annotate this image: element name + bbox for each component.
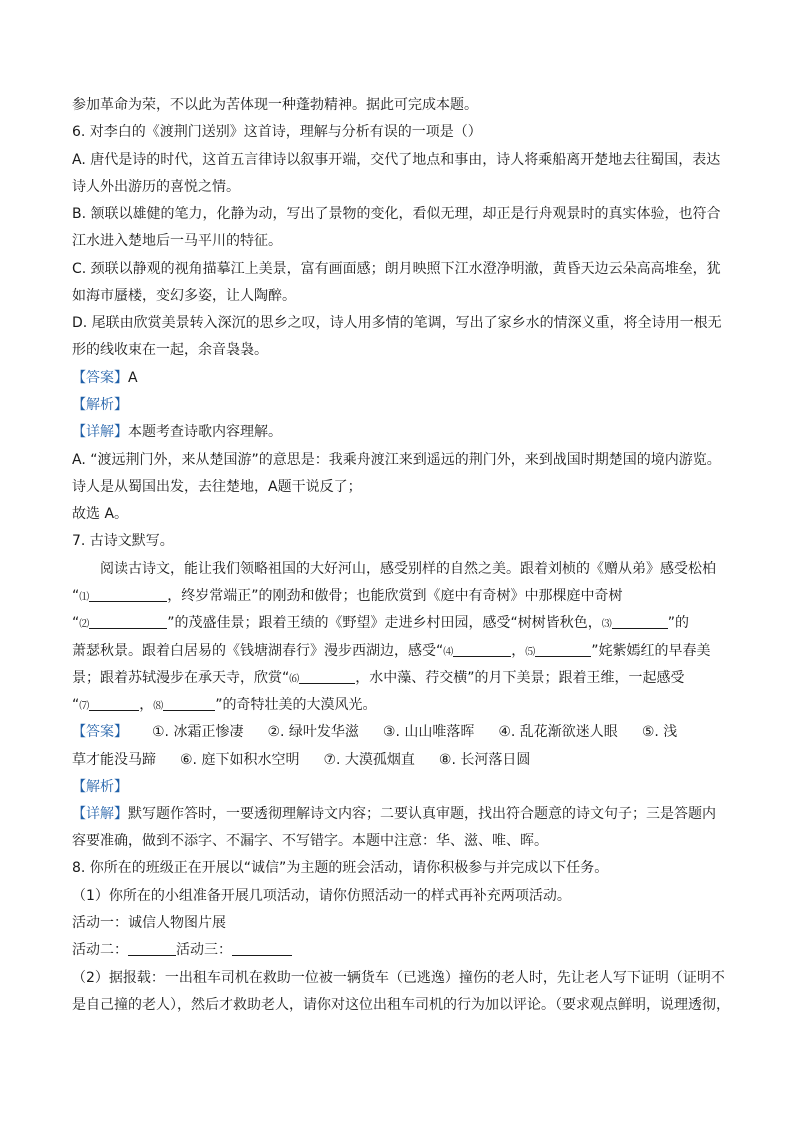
option-a-line1: A. 唐代是诗的时代，这首五言律诗以叙事开端，交代了地点和事由，诗人将乘船离开楚地去往蜀国，表达 <box>72 152 721 168</box>
answer-line <box>72 369 138 387</box>
analysis-tag-2: 【解析】 <box>72 779 128 795</box>
fill-blank[interactable] <box>89 587 167 602</box>
detail-tag: 【详解】 <box>72 806 128 822</box>
blank-number: ⑸ <box>525 647 536 658</box>
detail-line <box>72 423 282 441</box>
fill-blank[interactable] <box>612 614 668 629</box>
passage-line4: 萧瑟秋景。跟着白居易的《钱塘湖春行》漫步西湖边，感受“⑷ ，⑸ ”姹紫嫣红的早春美 <box>72 643 711 659</box>
question-7: 7. 古诗文默写。 <box>72 533 174 549</box>
blank-number: ⑷ <box>443 647 454 658</box>
question-8-part1: （1）你所在的小组准备开展几项活动，请你仿照活动一的样式再补充两项活动。 <box>72 888 571 904</box>
question-8-part2-line1: （2）据报载：一出租车司机在救助一位被一辆货车（已逃逸）撞伤的老人时，先让老人写下证明（证明不 <box>72 970 725 986</box>
blank-number: ⑴ <box>79 592 90 603</box>
blank-number: ⑹ <box>289 674 300 685</box>
fill-blank[interactable] <box>128 941 176 956</box>
detail-line-2 <box>72 805 716 823</box>
detail-text: 本题考查诗歌内容理解。 <box>128 424 282 440</box>
fill-blank[interactable] <box>163 696 215 711</box>
option-c-line1: C. 颈联以静观的视角描摹江上美景，富有画面感；朗月映照下江水澄净明澈，黄昏天边云朵高高堆垒，犹 <box>72 261 721 277</box>
option-c-line2: 如海市蜃楼，变幻多姿，让人陶醉。 <box>72 288 296 304</box>
blank-number: ⑻ <box>153 701 164 712</box>
activity-2-3: 活动二： 活动三： <box>72 941 292 959</box>
detail-tag: 【详解】 <box>72 424 128 440</box>
option-b-line2: 江水进入楚地后一马平川的特征。 <box>72 233 282 249</box>
answer-line-2b: 草才能没马蹄 ⑥. 庭下如积水空明 ⑦. 大漠孤烟直 ⑧. 长河落日圆 <box>72 752 531 768</box>
fill-blank[interactable] <box>89 614 167 629</box>
explain-line2: 诗人是从蜀国出发，去往楚地，A题干说反了； <box>72 479 362 495</box>
passage-line1: 阅读古诗文，能让我们领略祖国的大好河山，感受别样的自然之美。跟着刘桢的《赠从弟》感受松柏 <box>100 561 716 577</box>
fill-blank[interactable] <box>89 696 139 711</box>
fill-blank[interactable] <box>299 669 355 684</box>
blank-number: ⑶ <box>601 619 612 630</box>
explain-line3: 故选 A。 <box>72 506 129 522</box>
analysis-tag: 【解析】 <box>72 397 128 413</box>
answer-line-2: 【答案】 ①. 冰霜正惨凄 ②. 绿叶发华滋 ③. 山山唯落晖 ④. 乱花渐欲迷人眼 ⑤. 浅 <box>72 724 678 740</box>
option-d-line2: 形的线收束在一起，余音袅袅。 <box>72 342 268 358</box>
answer-tag: 【答案】 <box>72 370 128 386</box>
fill-blank[interactable] <box>232 941 292 956</box>
fill-blank[interactable] <box>535 642 591 657</box>
fill-blank[interactable] <box>453 642 511 657</box>
explain-line1: A. “渡远荆门外，来从楚国游”的意思是：我乘舟渡江来到遥远的荆门外，来到战国时期楚国的境内游览。 <box>72 452 721 468</box>
question-8: 8. 你所在的班级正在开展以“诚信”为主题的班会活动，请你积极参与并完成以下任务。 <box>72 860 609 876</box>
blank-number: ⑺ <box>79 701 90 712</box>
blank-number: ⑵ <box>79 619 90 630</box>
answer-tag: 【答案】 <box>72 724 128 740</box>
passage-line6: “⑺ ，⑻ ”的奇特壮美的大漠风光。 <box>72 697 377 713</box>
answer-value: A <box>128 370 138 386</box>
option-b-line1: B. 颔联以雄健的笔力，化静为动，写出了景物的变化，看似无理，却正是行舟观景时的真实体验，也符合 <box>72 206 721 222</box>
question-8-part2-line2: 是自己撞的老人），然后才救助老人，请你对这位出租车司机的行为加以评论。（要求观点鲜明，说理透彻， <box>72 997 730 1013</box>
option-a-line2: 诗人外出游历的喜悦之情。 <box>72 179 240 195</box>
question-6: 6. 对李白的《渡荆门送别》这首诗，理解与分析有误的一项是（） <box>72 124 482 140</box>
passage-line5: 景；跟着苏轼漫步在承天寺，欣赏“⑹ ，水中藻、荇交横”的月下美景；跟着王维，一起感受 <box>72 670 685 686</box>
detail-line-2b: 容要准确，做到不添字、不漏字、不写错字。本题中注意：华、滋、唯、晖。 <box>72 833 548 849</box>
activity-1: 活动一：诚信人物图片展 <box>72 915 226 931</box>
text-line: 参加革命为荣，不以此为苦体现一种蓬勃精神。据此可完成本题。 <box>72 97 478 113</box>
passage-line3: “⑵ ”的茂盛佳景；跟着王绩的《野望》走进乡村田园，感受“树树皆秋色，⑶ ”的 <box>72 615 690 631</box>
passage-line2: “⑴ ，终岁常端正”的刚劲和傲骨；也能欣赏到《庭中有奇树》中那棵庭中奇树 <box>72 588 623 604</box>
detail-text: 默写题作答时，一要透彻理解诗文内容；二要认真审题，找出符合题意的诗文句子；三是答题内 <box>128 806 716 822</box>
option-d-line1: D. 尾联由欣赏美景转入深沉的思乡之叹，诗人用多情的笔调，写出了家乡水的情深义重，将全诗用一根无 <box>72 315 722 331</box>
